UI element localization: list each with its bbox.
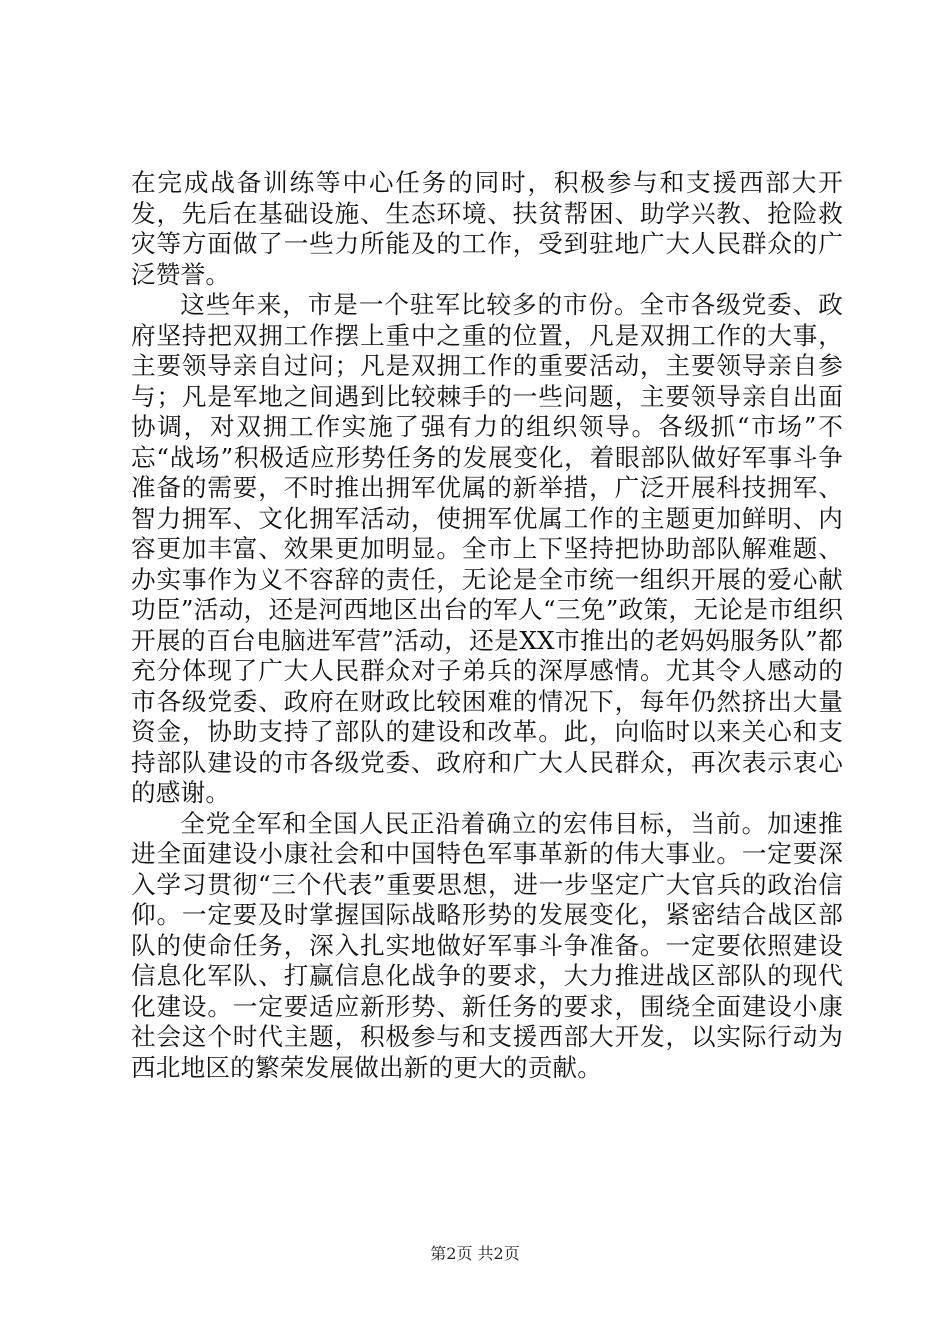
paragraph-2: 这些年来，市是一个驻军比较多的市份。全市各级党委、政府坚持把双拥工作摆上重中之重的位置，凡是双拥工作的大事，主要领导亲自过问；凡是双拥工作的重要活动，主要领导亲自参与；凡是军地之间遇到比较棘手的一些问题，主要领导亲自出面协调，对双拥工作实施了强有力的组织领导。各级抓“市场”不忘“战场”积极适应形势任务的发展变化，着眼部队做好军事斗争准备的需要，不时推出拥军优属的新举措，广泛开展科技拥军、智力拥军、文化拥军活动，使拥军优属工作的主题更加鲜明、内容更加丰富、效果更加明显。全市上下坚持把协助部队解难题、办实事作为义不容辞的责任，无论是全市统一组织开展的爱心献功臣”活动，还是河西地区出台的军人“三免”政策，无论是市组织开展的百台电脑进军营”活动，还是XX市推出的老妈妈服务队”都充分体现了广大人民群众对子弟兵的深厚感情。尤其令人感动的市各级党委、政府在财政比较困难的情况下，每年仍然挤出大量资金，协助支持了部队的建设和改革。此，向临时以来关心和支持部队建设的市各级党委、政府和广大人民群众，再次表示衷心的感谢。 [131,290,843,807]
page-footer: 第2页 共2页 [430,1244,520,1263]
document-body [131,168,843,1083]
paragraph-3: 全党全军和全国人民正沿着确立的宏伟目标，当前。加速推进全面建设小康社会和中国特色军事革新的伟大事业。一定要深入学习贯彻“三个代表”重要思想，进一步坚定广大官兵的政治信仰。一定要及时掌握国际战略形势的发展变化，紧密结合战区部队的使命任务，深入扎实地做好军事斗争准备。一定要依照建设信息化军队、打赢信息化战争的要求，大力推进战区部队的现代化建设。一定要适应新形势、新任务的要求，围绕全面建设小康社会这个时代主题，积极参与和支援西部大开发，以实际行动为西北地区的繁荣发展做出新的更大的贡献。 [131,808,843,1082]
paragraph-1: 在完成战备训练等中心任务的同时，积极参与和支援西部大开发，先后在基础设施、生态环境、扶贫帮困、助学兴教、抢险救灾等方面做了一些力所能及的工作，受到驻地广大人民群众的广泛赞誉。 [131,168,843,289]
